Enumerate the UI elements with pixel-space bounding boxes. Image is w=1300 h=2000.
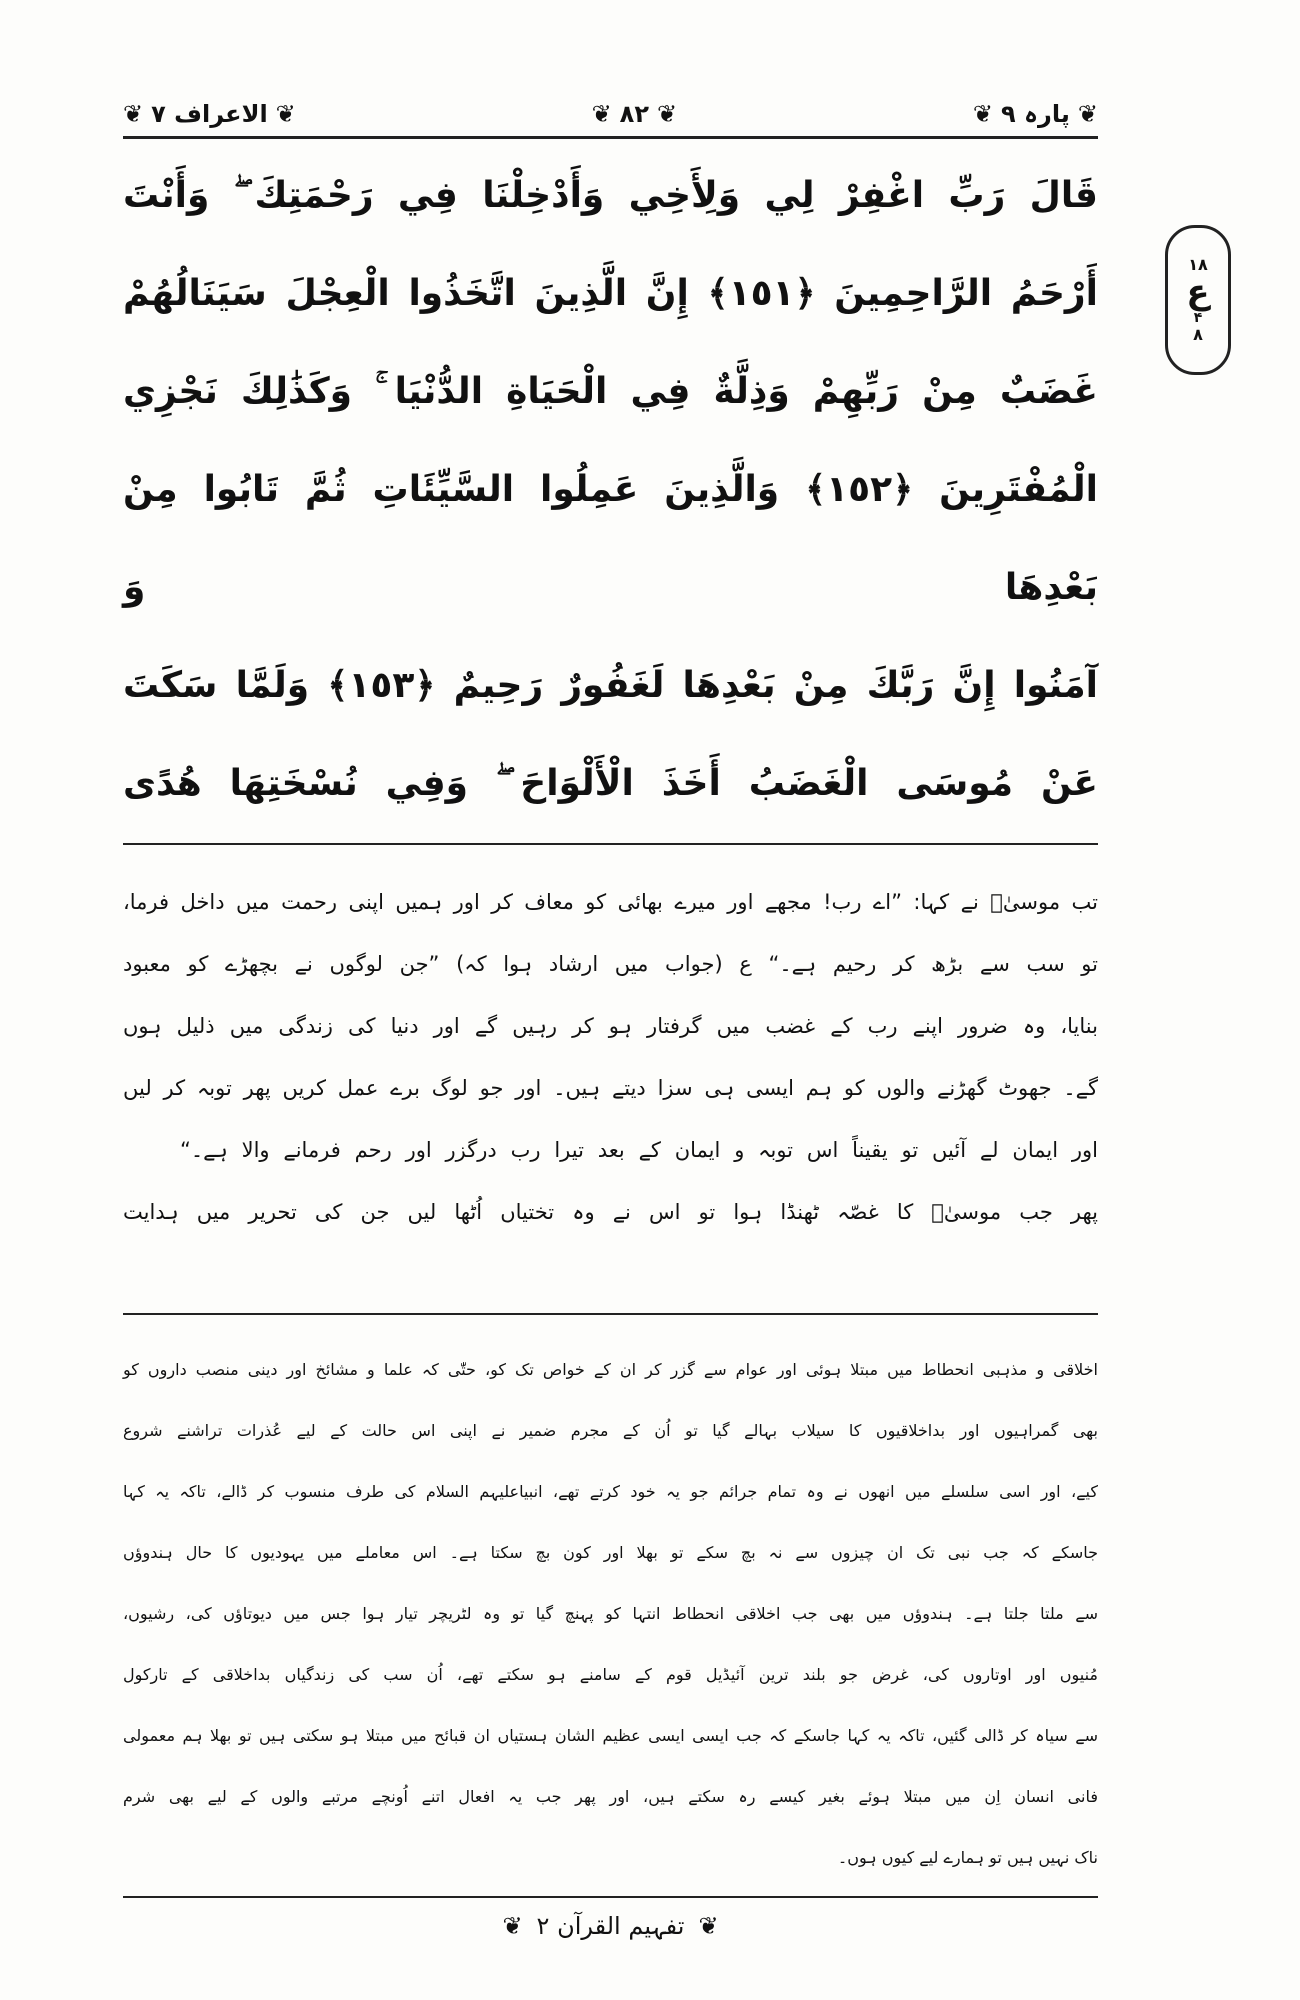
footnote-line: اخلاقی و مذہبی انحطاط میں مبتلا ہوئی اور عوام سے گزر کر ان کے خواص تک کو، حتّٰی کہ علما و مشائخ اور دینی منصب داروں کو — [123, 1360, 1098, 1379]
book-title: تفہیم القرآن ۲ — [536, 1912, 685, 1940]
translation-line: تب موسیٰؑ نے کہا: ”اے رب! مجھے اور میرے بھائی کو معاف کر اور ہمیں اپنی رحمت میں داخل فرما، — [123, 890, 1098, 914]
ruku-marker-symbol: ع — [1186, 271, 1210, 312]
ornament-icon: ❦ — [502, 1912, 523, 1940]
ornament-icon: ❦ — [972, 100, 993, 128]
urdu-translation — [123, 871, 1098, 1243]
arabic-text — [123, 147, 1098, 833]
ornament-icon: ❦ — [1077, 100, 1098, 128]
surah-name: الاعراف ۷ — [151, 100, 268, 128]
ornament-icon: ❦ — [591, 100, 612, 128]
ornament-icon: ❦ — [656, 100, 678, 128]
ornament-icon: ❦ — [275, 100, 296, 128]
page-number-label — [592, 100, 678, 128]
ruku-marker-top: ۱۸ — [1188, 255, 1208, 275]
footnote-line: سے ملتا جلتا ہے۔ ہندوؤں میں بھی جب اخلاقی انحطاط انتہا کو پہنچ گیا تو وہ لٹریچر تیار ہوا جس میں دیوتاؤں کی، رشیوں، — [123, 1604, 1098, 1623]
translation-line: گے۔ جھوٹ گھڑنے والوں کو ہم ایسی ہی سزا دیتے ہیں۔ اور جو لوگ برے عمل کریں پھر توبہ کر لیں — [123, 1076, 1098, 1100]
page-footer — [123, 1904, 1098, 1948]
footnote-rule — [123, 1313, 1098, 1315]
footnote-line: ناک نہیں ہیں تو ہمارے لیے کیوں ہوں۔ — [837, 1848, 1098, 1867]
para-number: پارہ ۹ — [1000, 100, 1070, 128]
ruku-marker-bottom: ۸ — [1193, 325, 1203, 345]
footnote-line: سے سیاہ کر ڈالی گئیں، تاکہ یہ کہا جاسکے کہ جب ایسی ایسی عظیم الشان ہستیاں ان قبائح میں مبتلا ہو سکتی ہیں تو بھلا ہم معمولی — [123, 1726, 1098, 1745]
section-rule — [123, 843, 1098, 845]
translation-line: پھر جب موسیٰؑ کا غصّہ ٹھنڈا ہوا تو اس نے وہ تختیاں اُٹھا لیں جن کی تحریر میں ہدایت — [123, 1200, 1098, 1224]
arabic-line: عَنْ مُوسَى الْغَضَبُ أَخَذَ الْأَلْوَاحَ ۖ وَفِي نُسْخَتِهَا هُدًى — [123, 763, 1098, 804]
footnote-line: فانی انسان اِن میں مبتلا ہوئے بغیر کیسے رہ سکتے ہیں، اور پھر جب یہ افعال اتنے اُونچے مرتبے والوں کے لیے بھی شرم — [123, 1787, 1098, 1806]
translation-line: اور ایمان لے آئیں تو یقیناً اس توبہ و ایمان کے بعد تیرا رب درگزر اور رحم فرمانے والا ہے۔“ — [180, 1138, 1098, 1162]
page — [123, 0, 1210, 1948]
arabic-line: غَضَبٌ مِنْ رَبِّهِمْ وَذِلَّةٌ فِي الْحَيَاةِ الدُّنْيَا ۚ وَكَذَٰلِكَ نَجْزِي — [123, 371, 1098, 412]
footnote-line: بھی گمراہیوں اور بداخلاقیوں کا سیلاب بہالے گیا تو اُن کے مجرم ضمیر نے اپنی اس حالت کے لیے عُذرات تراشنے شروع — [123, 1421, 1098, 1440]
ornament-icon: ❦ — [698, 1912, 719, 1940]
ornament-icon: ❦ — [123, 100, 144, 128]
footnote — [123, 1339, 1098, 1888]
translation-line: تو سب سے بڑھ کر رحیم ہے۔“ ع (جواب میں ارشاد ہوا کہ) ”جن لوگوں نے بچھڑے کو معبود — [123, 952, 1098, 976]
ruku-marker-middle: ۴ — [1193, 310, 1203, 326]
page-header — [123, 92, 1098, 136]
footer-rule — [123, 1896, 1098, 1898]
arabic-line: الْمُفْتَرِينَ ﴿١٥٢﴾ وَالَّذِينَ عَمِلُوا السَّيِّئَاتِ ثُمَّ تَابُوا مِنْ بَعْدِهَا وَ — [123, 469, 1098, 608]
arabic-line: قَالَ رَبِّ اغْفِرْ لِي وَلِأَخِي وَأَدْخِلْنَا فِي رَحْمَتِكَ ۖ وَأَنْتَ — [123, 175, 1098, 216]
surah-label — [123, 100, 296, 128]
translation-line: بنایا، وہ ضرور اپنے رب کے غضب میں گرفتار ہو کر رہیں گے اور دنیا کی زندگی میں ذلیل ہوں — [123, 1014, 1098, 1038]
arabic-line: آمَنُوا إِنَّ رَبَّكَ مِنْ بَعْدِهَا لَغَفُورٌ رَحِيمٌ ﴿١٥٣﴾ وَلَمَّا سَكَتَ — [123, 665, 1099, 706]
page-number: ۸۲ — [619, 100, 649, 128]
header-rule — [123, 136, 1098, 139]
arabic-line: أَرْحَمُ الرَّاحِمِينَ ﴿١٥١﴾ إِنَّ الَّذِينَ اتَّخَذُوا الْعِجْلَ سَيَنَالُهُمْ — [123, 273, 1098, 314]
para-label — [973, 100, 1098, 128]
ruku-marker — [1165, 225, 1231, 375]
footnote-line: مُنیوں اور اوتاروں کی، غرض جو بلند ترین آئیڈیل قوم کے سامنے ہو سکتے تھے، اُن سب کی زندگیاں بداخلاقی کے تارکول — [123, 1665, 1098, 1684]
footnote-line: کیے، اور اسی سلسلے میں انھوں نے وہ تمام جرائم جو یہ خود کرتے تھے، انبیاعلیہم السلام کی طرف منسوب کر ڈالے، تاکہ یہ کہا — [123, 1482, 1098, 1501]
footnote-line: جاسکے کہ جب نبی تک ان چیزوں سے نہ بچ سکے تو بھلا اور کون بچ سکتا ہے۔ اس معاملے میں یہودیوں کا حال ہندوؤں — [123, 1543, 1098, 1562]
